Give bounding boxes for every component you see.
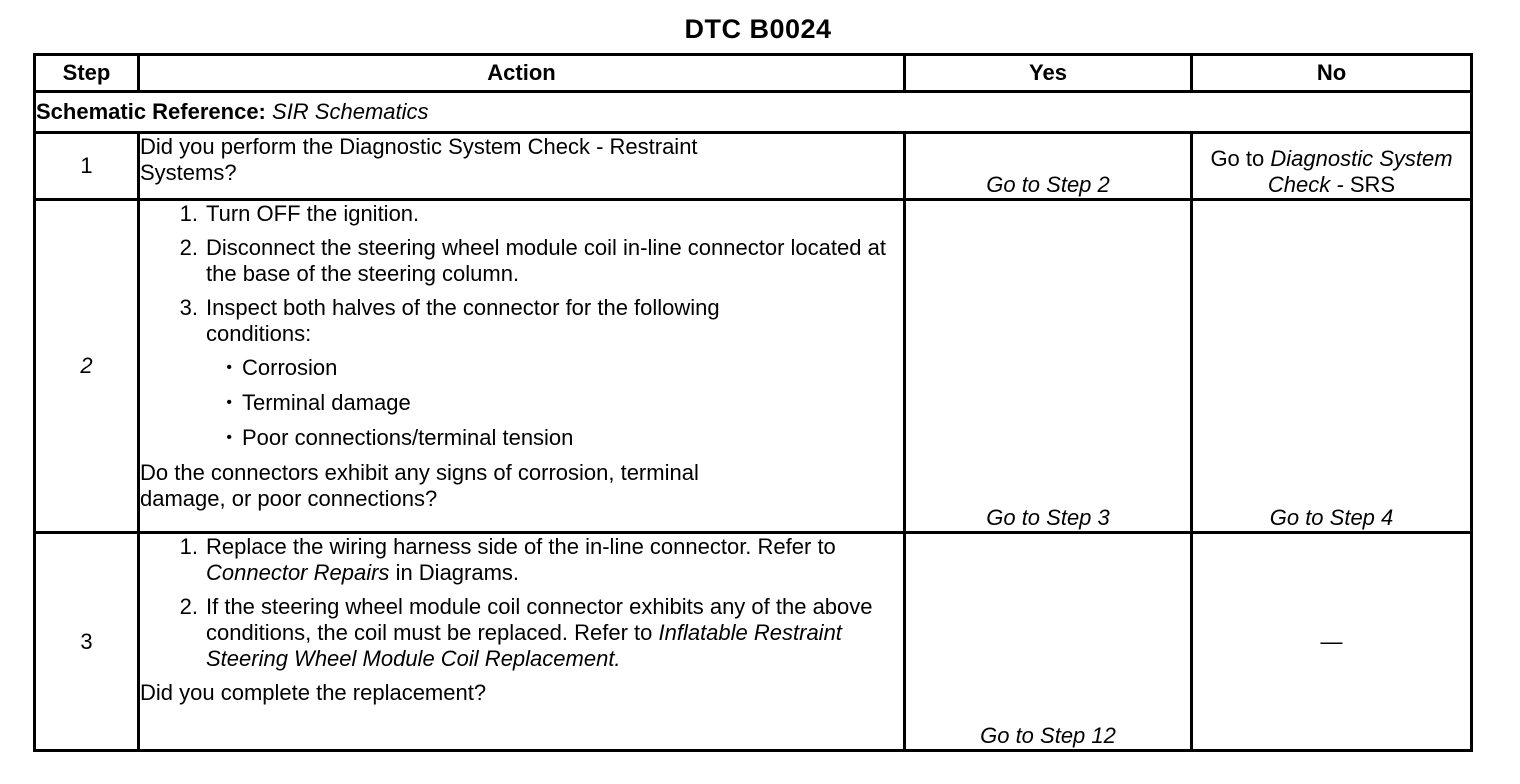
no-answer[interactable]: Go to Step 4 <box>1192 200 1472 533</box>
coil-replacement-link[interactable]: Inflatable Restraint Steering Wheel Module Coil Replacement. <box>206 620 842 671</box>
table-row <box>35 533 1472 751</box>
instruction-item: 2. If the steering wheel module coil connector exhibits any of the above conditions, the coil must be replaced. Refer to Inflatable Restraint Steering Wheel Module Coil Replacement. <box>179 594 873 671</box>
step-question: Did you perform the Diagnostic System Check - Restraint Systems? <box>140 134 698 185</box>
table-row <box>35 133 1472 200</box>
no-answer: — <box>1192 533 1472 751</box>
page-title: DTC B0024 <box>684 14 832 44</box>
condition-list <box>140 355 903 451</box>
instruction-item: 1. Replace the wiring harness side of the in-line connector. Refer to Connector Repairs in Diagrams. <box>179 534 836 585</box>
step-question: Do the connectors exhibit any signs of corrosion, terminal damage, or poor connections? <box>140 460 699 511</box>
list-item: • Terminal damage <box>226 390 411 415</box>
table-row <box>35 200 1472 533</box>
step-question: Did you complete the replacement? <box>140 680 487 705</box>
schematic-reference <box>35 92 1472 133</box>
header-no: No <box>1192 55 1472 92</box>
header-yes: Yes <box>905 55 1192 92</box>
list-item: • Poor connections/terminal tension <box>226 425 574 450</box>
reference-link[interactable]: SIR Schematics <box>272 99 429 124</box>
header-row <box>35 55 1472 92</box>
action-cell <box>139 533 905 751</box>
step-number: 2 <box>35 200 139 533</box>
instruction-item: 2. Disconnect the steering wheel module coil in-line connector located at the base of the steering column. <box>179 235 886 286</box>
schematic-reference-row <box>35 92 1472 133</box>
step-number: 3 <box>35 533 139 751</box>
no-link[interactable]: Diagnostic System Check - <box>1267 146 1453 197</box>
header-step: Step <box>35 55 139 92</box>
action-cell <box>139 133 905 200</box>
header-action: Action <box>139 55 905 92</box>
yes-answer[interactable]: Go to Step 12 <box>905 533 1192 751</box>
instruction-item: 3. Inspect both halves of the connector for the following conditions: <box>179 295 720 346</box>
no-answer[interactable] <box>1192 133 1472 200</box>
diagnostic-table <box>33 53 1473 752</box>
yes-answer[interactable]: Go to Step 3 <box>905 200 1192 533</box>
connector-repairs-link[interactable]: Connector Repairs <box>206 560 390 585</box>
instruction-list <box>140 534 903 672</box>
instruction-list <box>140 201 903 347</box>
action-cell <box>139 200 905 533</box>
step-number: 1 <box>35 133 139 200</box>
reference-label: Schematic Reference: <box>36 99 266 124</box>
yes-answer[interactable]: Go to Step 2 <box>905 133 1192 200</box>
no-prefix: Go to <box>1210 146 1265 171</box>
instruction-item: 1. Turn OFF the ignition. <box>179 201 420 226</box>
list-item: • Corrosion <box>226 355 338 380</box>
no-suffix: SRS <box>1349 172 1396 197</box>
